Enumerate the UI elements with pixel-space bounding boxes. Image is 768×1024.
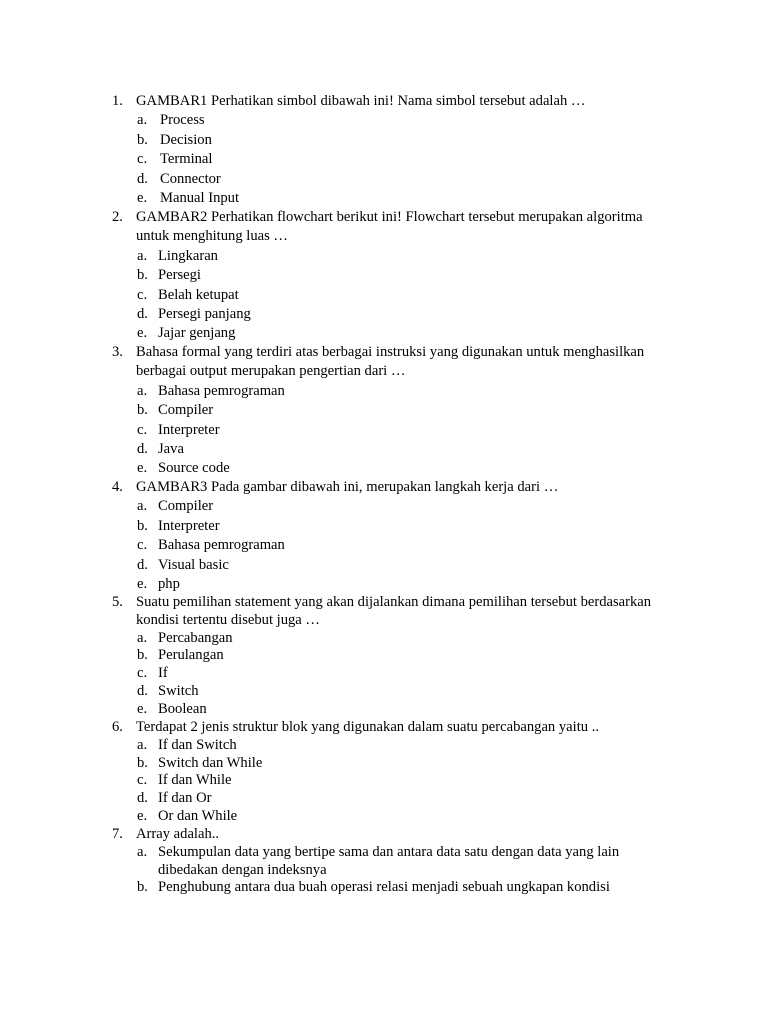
- option-c: [0, 772, 768, 790]
- option-letter: b.: [137, 879, 148, 896]
- question-line-continued: [0, 227, 768, 246]
- option-text: Boolean: [158, 700, 207, 717]
- question-5: [0, 594, 768, 719]
- option-letter: d.: [137, 790, 148, 807]
- option-letter: d.: [137, 682, 148, 699]
- option-e: [0, 324, 768, 343]
- option-letter: a.: [137, 247, 148, 264]
- option-letter: a.: [137, 629, 148, 646]
- option-b: [0, 879, 768, 897]
- question-4: [0, 478, 768, 594]
- question-2: [0, 208, 768, 344]
- option-text: php: [158, 575, 180, 592]
- option-list: [0, 497, 768, 594]
- question-text: Suatu pemilihan statement yang akan dijalankan dimana pemilihan tersebut berdasarkan: [136, 594, 652, 610]
- option-b: [0, 266, 768, 285]
- option-b: [0, 401, 768, 420]
- question-number: 7.: [112, 826, 123, 842]
- question-number: 4.: [112, 479, 123, 495]
- option-text: dibedakan dengan indeksnya: [158, 861, 327, 878]
- question-7: [0, 826, 768, 897]
- option-a: [0, 844, 768, 862]
- option-c: [0, 536, 768, 555]
- option-text: Or dan While: [158, 807, 238, 824]
- option-letter: e.: [137, 460, 148, 477]
- option-letter: e.: [137, 575, 148, 592]
- question-line: [0, 208, 768, 227]
- option-letter: a.: [137, 498, 148, 515]
- option-text: Persegi: [158, 267, 201, 284]
- question-number: 5.: [112, 594, 123, 610]
- question-line: [0, 343, 768, 362]
- option-text: Source code: [158, 460, 230, 477]
- option-letter: a.: [137, 112, 148, 129]
- option-c: [0, 286, 768, 305]
- question-number: 1.: [112, 93, 123, 109]
- question-6: [0, 719, 768, 826]
- question-number: 2.: [112, 209, 123, 225]
- option-d: [0, 305, 768, 324]
- option-b: [0, 517, 768, 536]
- option-letter: e.: [137, 807, 148, 824]
- option-a: [0, 382, 768, 401]
- option-text: Process: [160, 112, 205, 129]
- option-b: [0, 755, 768, 773]
- option-letter: e.: [137, 700, 148, 717]
- option-letter: c.: [137, 665, 148, 682]
- option-letter: b.: [137, 402, 148, 419]
- option-letter: d.: [137, 305, 148, 322]
- option-text: Java: [158, 440, 184, 457]
- option-text: If dan While: [158, 772, 232, 789]
- option-text: Bahasa pemrograman: [158, 537, 285, 554]
- question-line: [0, 594, 768, 612]
- option-letter: d.: [137, 556, 148, 573]
- question-text: GAMBAR2 Perhatikan flowchart berikut ini! Flowchart tersebut merupakan algoritma: [136, 209, 643, 225]
- question-line: [0, 478, 768, 497]
- option-list: [0, 247, 768, 344]
- question-line: [0, 826, 768, 844]
- option-letter: c.: [137, 772, 148, 789]
- option-a: [0, 497, 768, 516]
- option-letter: e.: [137, 325, 148, 342]
- option-text: Bahasa pemrograman: [158, 382, 285, 399]
- question-1: [0, 92, 768, 208]
- option-list: [0, 630, 768, 719]
- question-text: GAMBAR3 Pada gambar dibawah ini, merupakan langkah kerja dari …: [136, 479, 559, 495]
- option-text: Visual basic: [158, 556, 229, 573]
- option-text: Interpreter: [158, 517, 220, 534]
- option-a: [0, 737, 768, 755]
- option-text: If dan Switch: [158, 736, 237, 753]
- option-text: Manual Input: [160, 189, 240, 206]
- option-c: [0, 665, 768, 683]
- option-letter: b.: [137, 267, 148, 284]
- option-list: [0, 111, 768, 208]
- option-letter: c.: [137, 286, 148, 303]
- question-text: GAMBAR1 Perhatikan simbol dibawah ini! Nama simbol tersebut adalah …: [136, 93, 586, 109]
- option-letter: b.: [137, 517, 148, 534]
- option-e: [0, 575, 768, 594]
- option-e: [0, 459, 768, 478]
- option-d: [0, 683, 768, 701]
- option-a: [0, 247, 768, 266]
- option-text: Switch: [158, 682, 199, 699]
- question-3: [0, 343, 768, 479]
- option-text: If dan Or: [158, 790, 212, 807]
- option-letter: c.: [137, 151, 148, 168]
- option-letter: b.: [137, 754, 148, 771]
- option-list: [0, 737, 768, 826]
- option-text: If: [158, 665, 168, 682]
- question-text: berbagai output merupakan pengertian dari …: [136, 363, 406, 380]
- question-text: Bahasa formal yang terdiri atas berbagai instruksi yang digunakan untuk menghasilkan: [136, 344, 645, 360]
- option-text: Lingkaran: [158, 247, 218, 264]
- question-text: Array adalah..: [136, 826, 220, 842]
- option-text: Compiler: [158, 402, 214, 419]
- option-letter: e.: [137, 189, 148, 206]
- option-text: Penghubung antara dua buah operasi relasi menjadi sebuah ungkapan kondisi: [158, 879, 610, 896]
- option-letter: b.: [137, 131, 148, 148]
- question-line: [0, 719, 768, 737]
- option-d: [0, 440, 768, 459]
- option-letter: d.: [137, 440, 148, 457]
- option-text: Decision: [160, 131, 212, 148]
- option-text: Belah ketupat: [158, 286, 239, 303]
- question-text: kondisi tertentu disebut juga …: [136, 611, 321, 628]
- option-text: Switch dan While: [158, 754, 263, 771]
- option-a: [0, 630, 768, 648]
- option-e: [0, 189, 768, 208]
- option-letter: b.: [137, 647, 148, 664]
- question-line-continued: [0, 362, 768, 381]
- option-d: [0, 790, 768, 808]
- option-letter: c.: [137, 537, 148, 554]
- option-letter: a.: [137, 736, 148, 753]
- option-d: [0, 170, 768, 189]
- option-letter: a.: [137, 382, 148, 399]
- option-a: [0, 111, 768, 130]
- option-text: Compiler: [158, 498, 214, 515]
- option-b: [0, 131, 768, 150]
- option-c: [0, 150, 768, 169]
- option-text: Percabangan: [158, 629, 233, 646]
- option-text: Terminal: [160, 151, 213, 168]
- option-e: [0, 701, 768, 719]
- question-number: 6.: [112, 719, 123, 735]
- option-c: [0, 421, 768, 440]
- option-d: [0, 556, 768, 575]
- question-number: 3.: [112, 344, 123, 360]
- option-letter: d.: [137, 170, 148, 187]
- option-e: [0, 808, 768, 826]
- option-text: Perulangan: [158, 647, 224, 664]
- option-text: Interpreter: [158, 421, 220, 438]
- question-text: Terdapat 2 jenis struktur blok yang digunakan dalam suatu percabangan yaitu ..: [136, 719, 600, 735]
- option-text: Connector: [160, 170, 221, 187]
- option-list: [0, 382, 768, 479]
- question-line-continued: [0, 612, 768, 630]
- option-letter: a.: [137, 843, 148, 860]
- option-text: Persegi panjang: [158, 305, 251, 322]
- question-line: [0, 92, 768, 111]
- option-b: [0, 647, 768, 665]
- option-text: Jajar genjang: [158, 325, 236, 342]
- option-text: Sekumpulan data yang bertipe sama dan antara data satu dengan data yang lain: [158, 843, 620, 860]
- option-list: [0, 844, 768, 897]
- option-letter: c.: [137, 421, 148, 438]
- question-text: untuk menghitung luas …: [136, 228, 289, 245]
- option-a-continued: [0, 862, 768, 880]
